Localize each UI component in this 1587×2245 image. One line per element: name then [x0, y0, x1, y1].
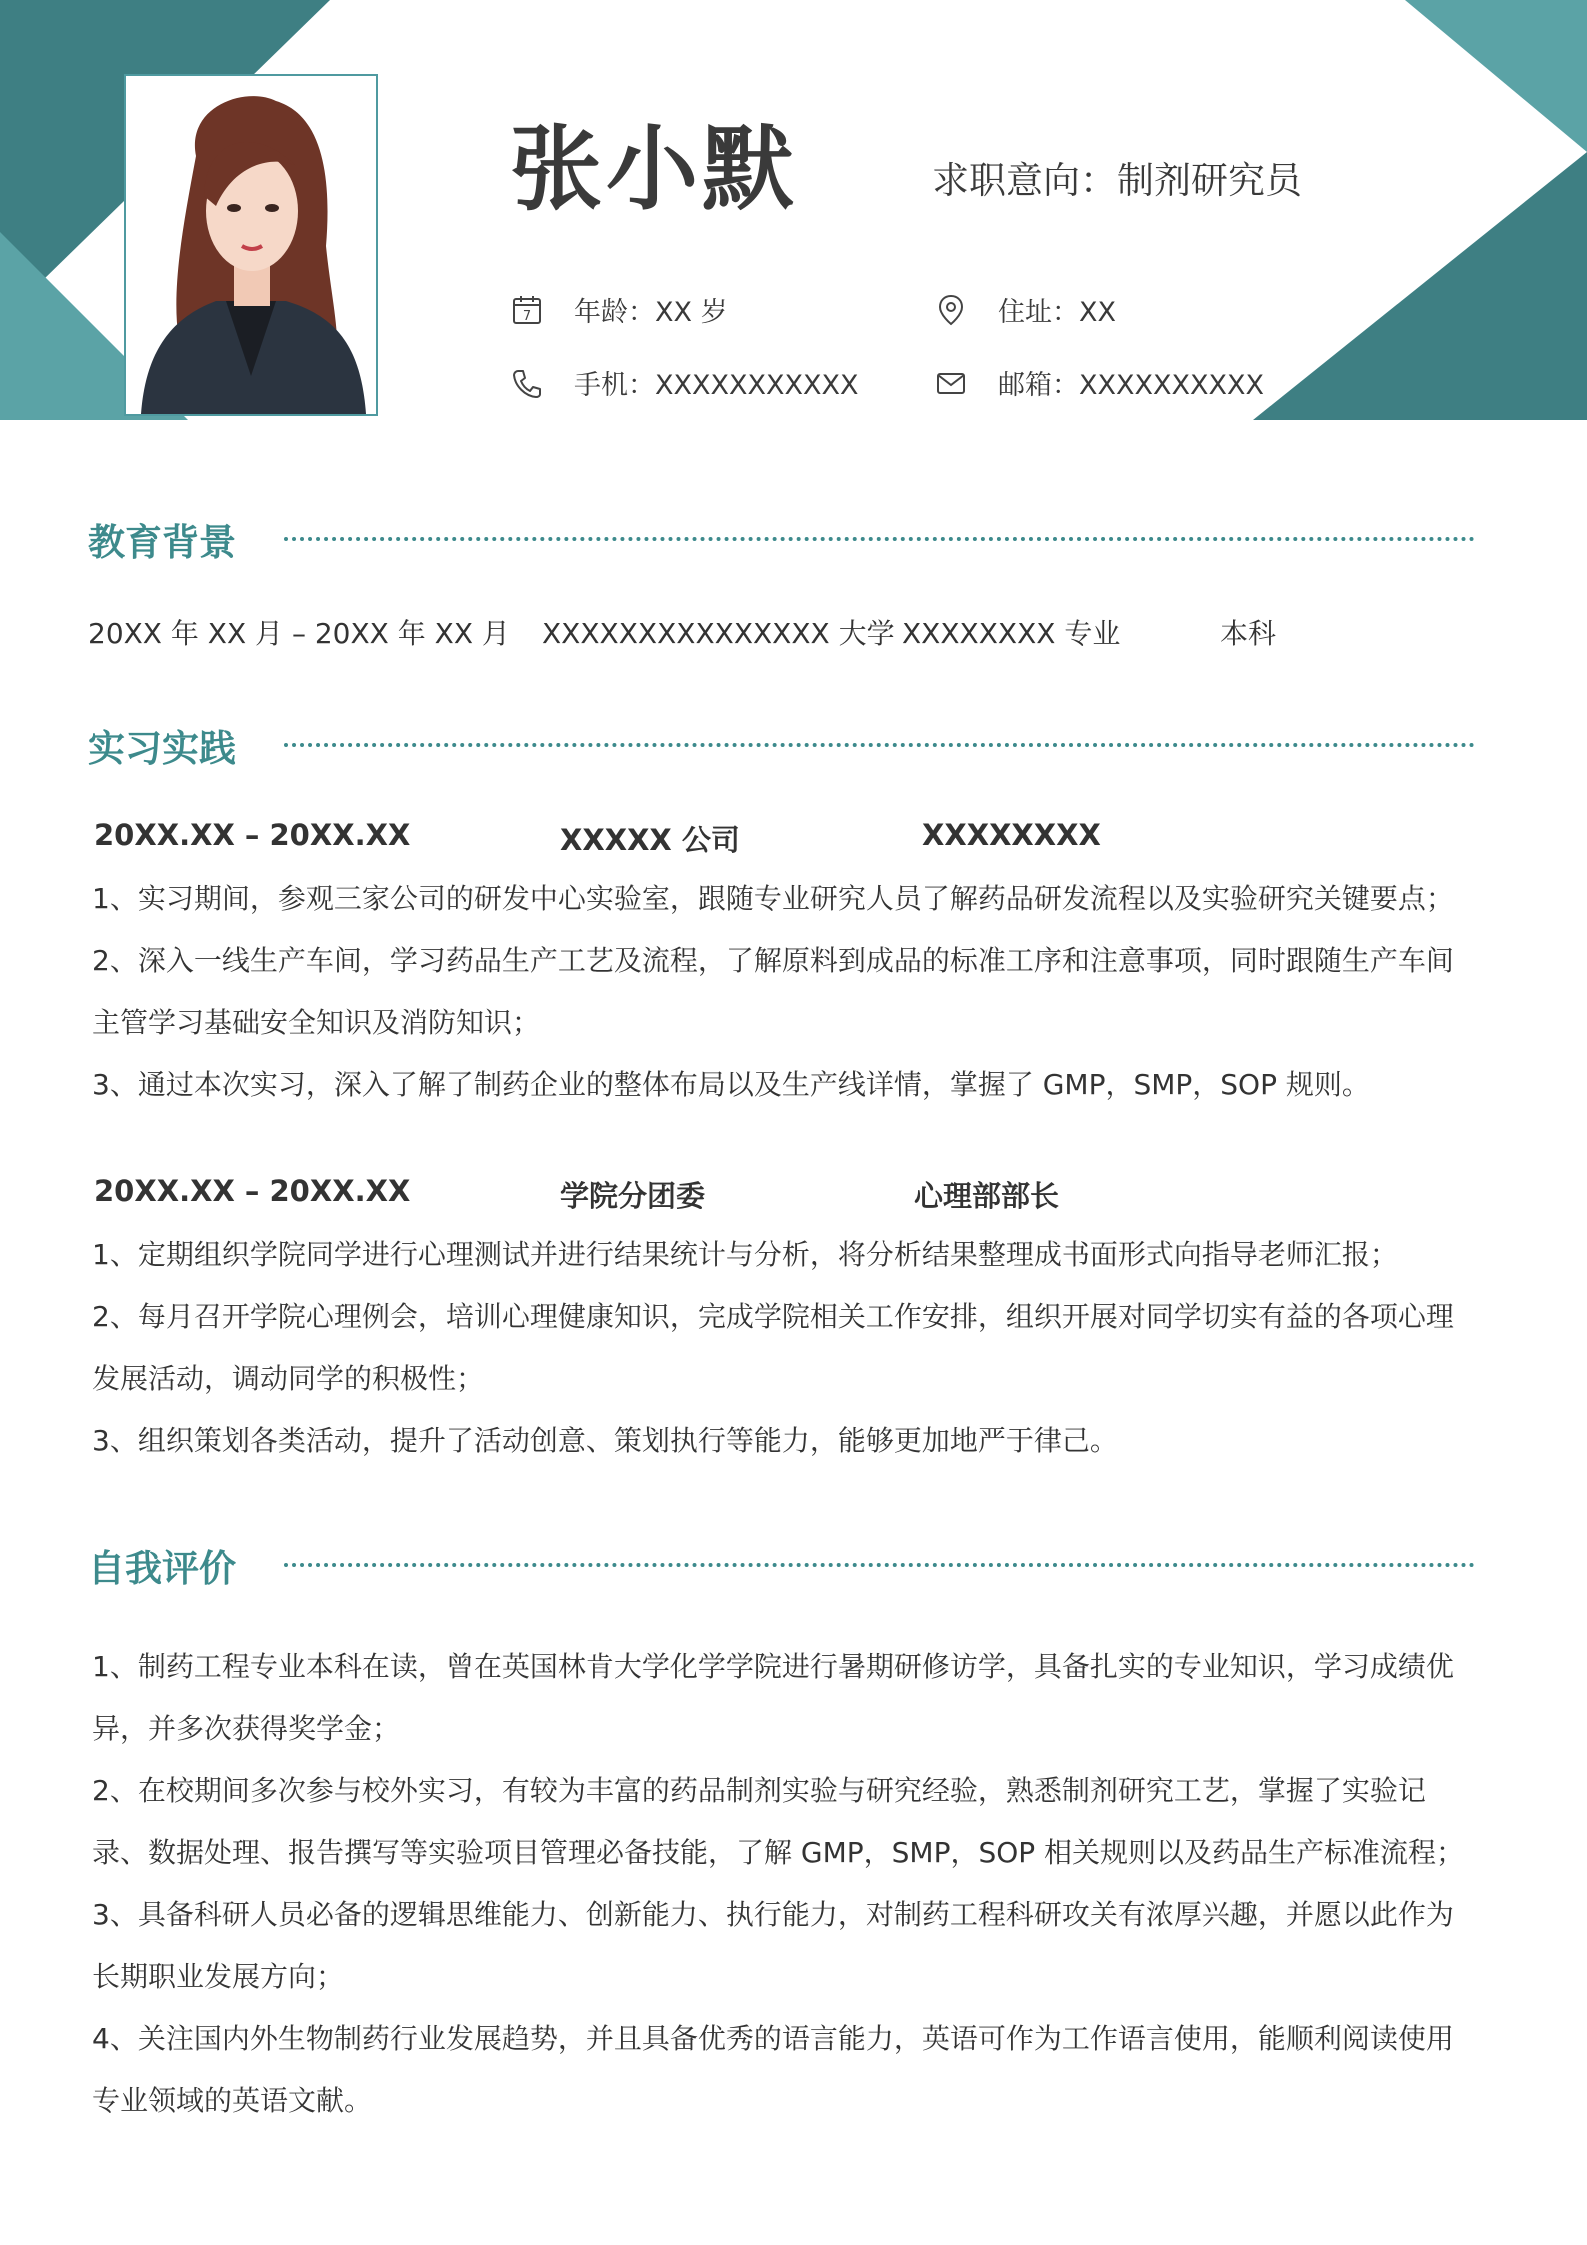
- education-school: XXXXXXXXXXXXXXX 大学: [542, 617, 895, 650]
- avatar-illustration: [126, 76, 376, 414]
- list-item: 3、通过本次实习，深入了解了制药企业的整体布局以及生产线详情，掌握了 GMP，SMP，SOP 规则。: [92, 1068, 1370, 1101]
- address-info: [934, 290, 1116, 329]
- education-degree: 本科: [1220, 617, 1277, 650]
- right-bottom-triangle: [1253, 152, 1587, 420]
- entry-org: XXXXX 公司: [560, 823, 740, 857]
- entry-org: 学院分团委: [560, 1179, 706, 1213]
- svg-text:7: 7: [522, 308, 532, 324]
- list-item: 3、具备科研人员必备的逻辑思维能力、创新能力、执行能力，对制药工程科研攻关有浓厚兴趣，并愿以此作为长期职业发展方向；: [92, 1898, 1454, 1993]
- right-top-shape: [1405, 0, 1587, 152]
- education-title: 教育背景: [88, 521, 236, 564]
- list-item: 2、在校期间多次参与校外实习，有较为丰富的药品制剂实验与研究经验，熟悉制剂研究工艺，掌握了实验记录、数据处理、报告撰写等实验项目管理必备技能，了解 GMP，SMP，SOP 相关规则以及药品生产标准流程；: [92, 1774, 1465, 1869]
- age-text: 年龄：XX 岁: [574, 297, 728, 328]
- section-divider: [284, 1563, 1475, 1567]
- internship-header: [88, 718, 1475, 772]
- email-info: [934, 363, 1264, 402]
- section-divider: [284, 537, 1475, 541]
- email-text: 邮箱：XXXXXXXXXX: [998, 370, 1264, 401]
- internship-title: 实习实践: [88, 727, 236, 770]
- self-eval-title: 自我评价: [88, 1547, 236, 1590]
- calendar-icon: [510, 293, 544, 327]
- list-item: 2、每月召开学院心理例会，培训心理健康知识，完成学院相关工作安排，组织开展对同学切实有益的各项心理发展活动，调动同学的积极性；: [92, 1300, 1454, 1395]
- education-period: 20XX 年 XX 月 – 20XX 年 XX 月: [88, 617, 510, 650]
- list-item: 1、定期组织学院同学进行心理测试并进行结果统计与分析，将分析结果整理成书面形式向指导老师汇报；: [92, 1238, 1398, 1271]
- phone-info: [510, 363, 858, 402]
- entry-period: 20XX.XX – 20XX.XX: [94, 818, 411, 852]
- mail-icon: [934, 366, 968, 400]
- section-divider: [284, 743, 1475, 747]
- education-header: [88, 512, 1475, 566]
- location-pin-icon: [934, 293, 968, 327]
- entry-description: [92, 868, 1476, 1116]
- entry-role: XXXXXXXX: [922, 818, 1101, 852]
- entry-description: [92, 1224, 1476, 1472]
- self-eval-header: [88, 1538, 1475, 1592]
- list-item: 3、组织策划各类活动，提升了活动创意、策划执行等能力，能够更加地严于律己。: [92, 1424, 1118, 1457]
- entry-period: 20XX.XX – 20XX.XX: [94, 1174, 411, 1208]
- address-text: 住址：XX: [998, 297, 1116, 328]
- entry-role: 心理部部长: [914, 1179, 1060, 1213]
- phone-icon: [510, 366, 544, 400]
- profile-photo: [124, 74, 378, 416]
- job-intent: 求职意向：制剂研究员: [932, 159, 1302, 202]
- age-info: [510, 290, 728, 329]
- education-major: XXXXXXXX 专业: [902, 617, 1121, 650]
- candidate-name: 张小默: [510, 116, 799, 223]
- list-item: 1、制药工程专业本科在读，曾在英国林肯大学化学学院进行暑期研修访学，具备扎实的专业知识，学习成绩优异，并多次获得奖学金；: [92, 1650, 1454, 1745]
- self-eval-description: [92, 1636, 1476, 2132]
- list-item: 2、深入一线生产车间，学习药品生产工艺及流程，了解原料到成品的标准工序和注意事项，同时跟随生产车间主管学习基础安全知识及消防知识；: [92, 944, 1454, 1039]
- phone-text: 手机：XXXXXXXXXXX: [574, 370, 859, 401]
- list-item: 1、实习期间，参观三家公司的研发中心实验室，跟随专业研究人员了解药品研发流程以及实验研究关键要点；: [92, 882, 1454, 915]
- list-item: 4、关注国内外生物制药行业发展趋势，并且具备优秀的语言能力，英语可作为工作语言使用，能顺利阅读使用专业领域的英语文献。: [92, 2022, 1454, 2117]
